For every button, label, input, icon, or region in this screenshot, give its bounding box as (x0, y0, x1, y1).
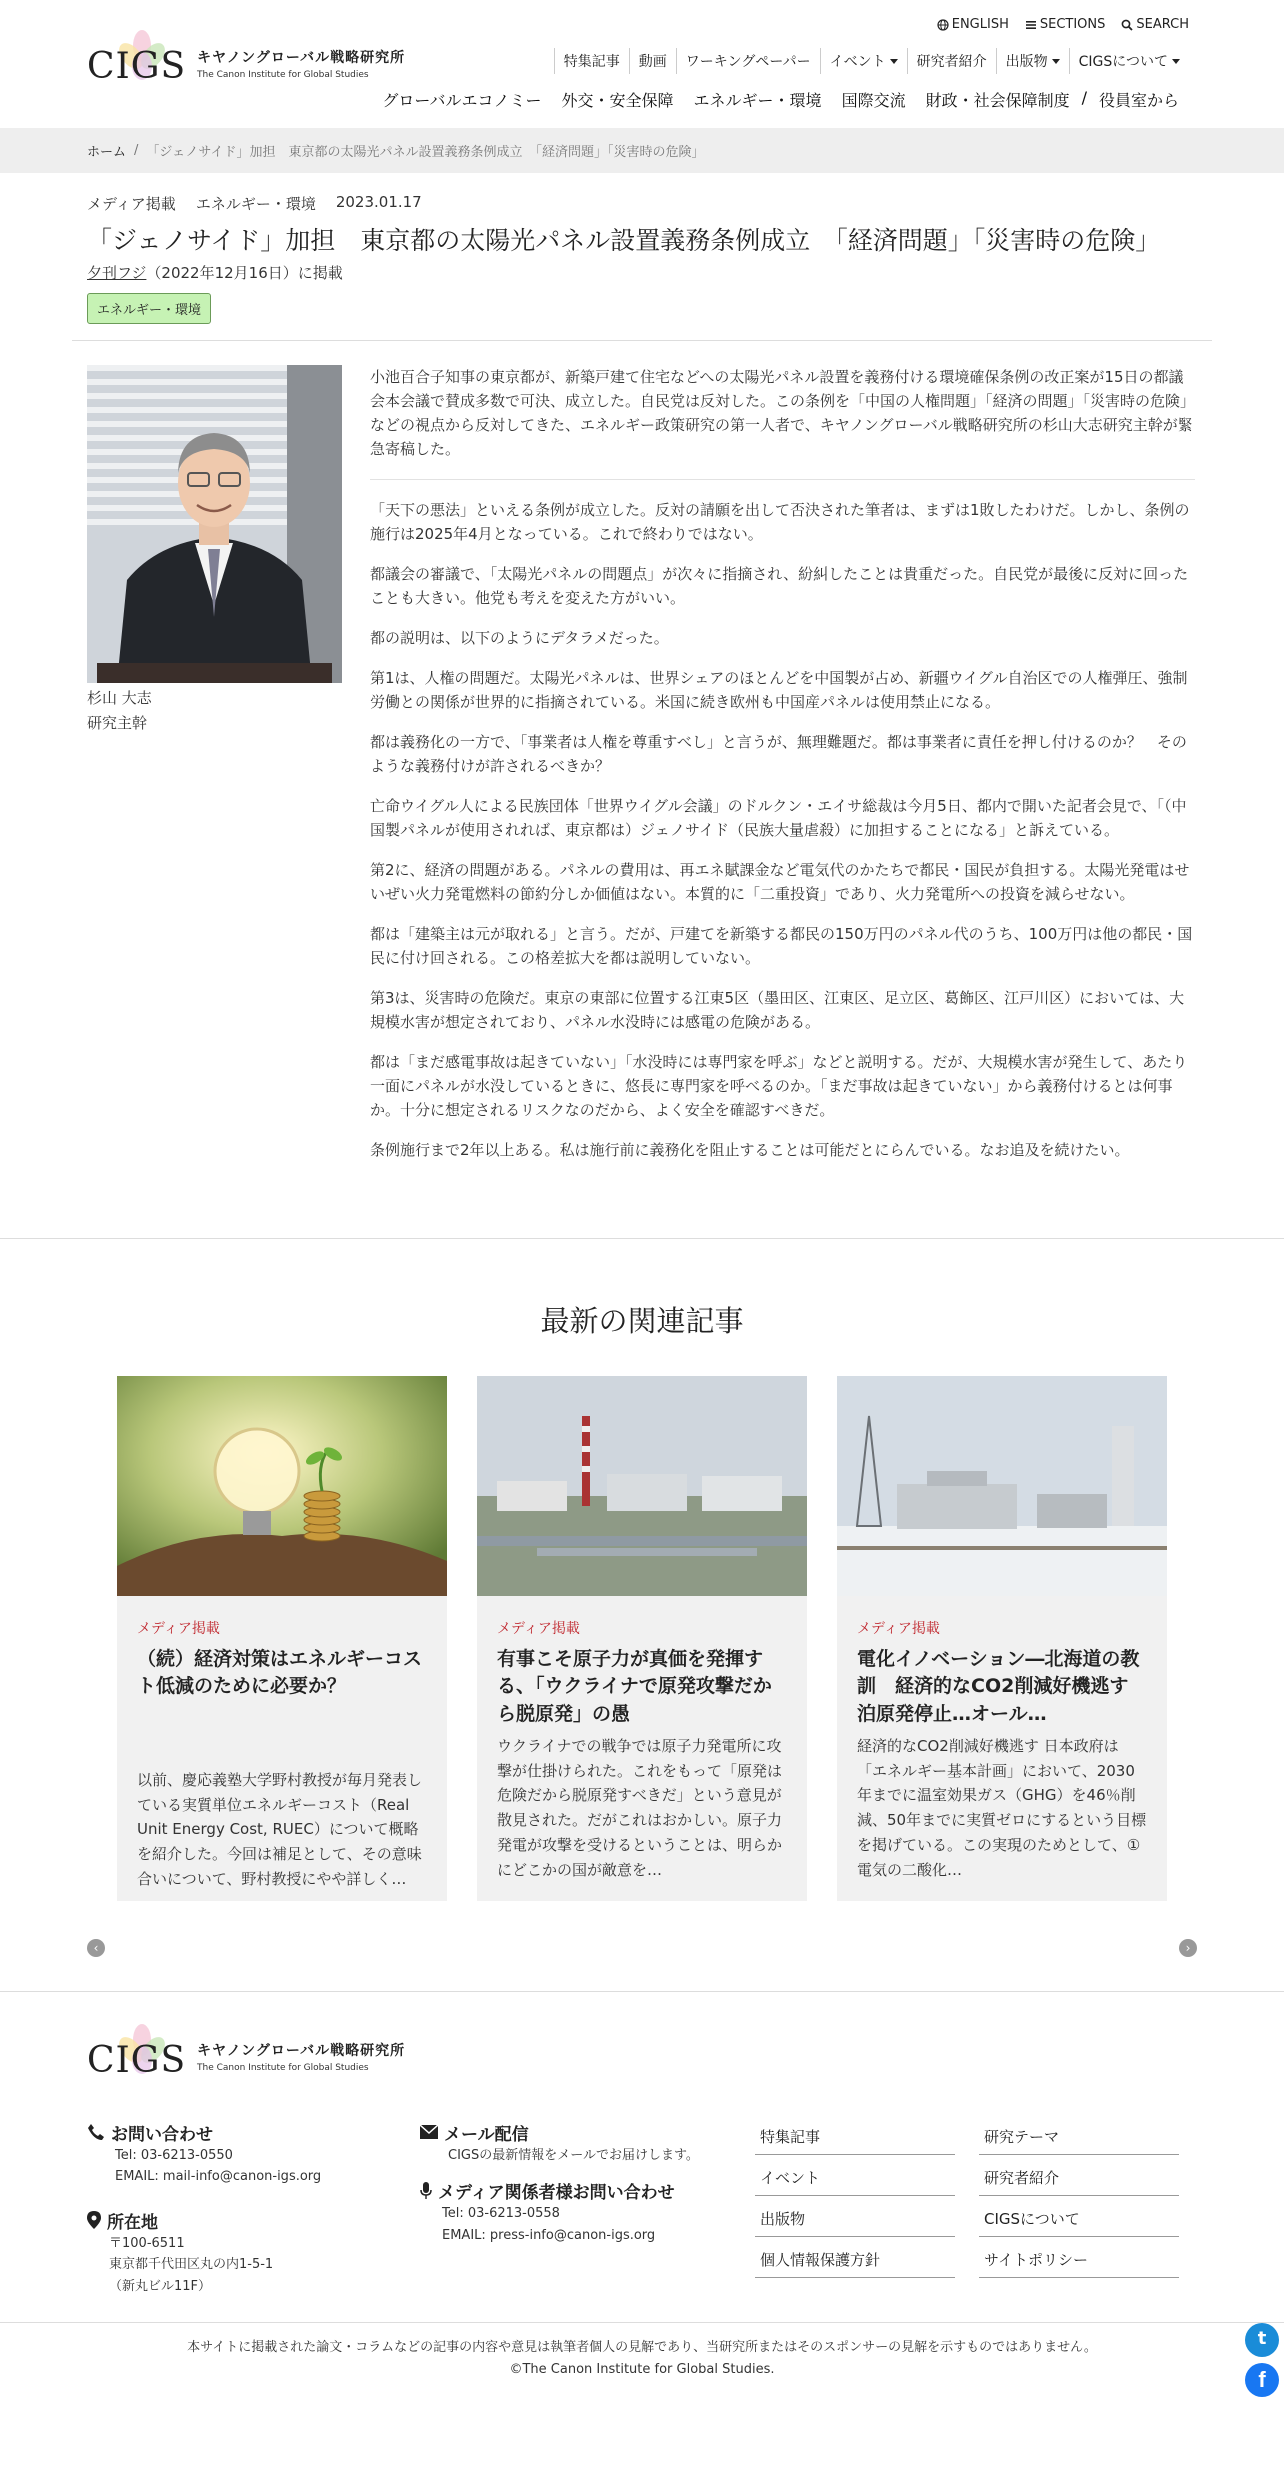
footer-link-events[interactable]: イベント (755, 2163, 955, 2196)
phone-icon (87, 2123, 105, 2141)
twitter-icon[interactable]: t (1245, 2323, 1279, 2357)
article-paragraph: 第3は、災害時の危険だ。東京の東部に位置する江東5区（墨田区、江東区、足立区、葛飾区、江戸川区）においては、大規模水害が想定されており、パネル水没時には感電の危険がある。 (370, 988, 1185, 1031)
contact-tel: Tel: 03-6213-0550 (115, 2147, 233, 2163)
card-image (837, 1376, 1167, 1596)
logo-japanese: キヤノングローバル戦略研究所 (197, 49, 406, 66)
disclaimer: 本サイトに掲載された論文・コラムなどの記事の内容や意見は執筆者個人の見解であり、当研究所またはそのスポンサーの見解を示すものではありません。 (187, 2339, 1097, 2355)
caret-down-icon (1052, 59, 1060, 64)
article-paragraph: 第2に、経済の問題がある。パネルの費用は、再エネ賦課金など電気代のかたちで都民・国民が負担する。太陽光発電はせいぜい火力発電燃料の節約分しか価値はない。本質的に「二重投資」であり、火力発電所への投資を減らせない。 (370, 860, 1190, 903)
card-category: メディア掲載 (137, 1620, 220, 1637)
breadcrumb-separator: / (134, 143, 139, 158)
article-paragraph: 条例施行まで2年以上ある。私は施行前に義務化を阻止することは可能だとにらんでいる。なお追及を続けたい。 (370, 1140, 1130, 1159)
media-tel: Tel: 03-6213-0558 (442, 2206, 560, 2222)
envelope-icon (420, 2125, 438, 2139)
logo-english: The Canon Institute for Global Studies (197, 2063, 369, 2074)
card-body (837, 1596, 1167, 1905)
nav-executive-office[interactable]: 役員室から (1098, 91, 1179, 110)
nav-energy-environment[interactable]: エネルギー・環境 (693, 91, 822, 110)
logo-text (197, 47, 405, 80)
footer-link-features[interactable]: 特集記事 (755, 2122, 955, 2155)
related-articles (0, 1238, 1284, 1992)
logo-english: The Canon Institute for Global Studies (197, 69, 369, 80)
card-title[interactable]: 有事こそ原子力が真価を発揮する、「ウクライナで原発攻撃だから脱原発」の愚 (497, 1647, 772, 1725)
nav-separator: / (1081, 88, 1087, 107)
footer-mail-media (420, 2120, 740, 2246)
media-email[interactable]: EMAIL: press-info@canon-igs.org (442, 2227, 656, 2243)
card-body (117, 1596, 447, 1914)
logo-mark (87, 28, 187, 98)
publication-note: （2022年12月16日）に掲載 (146, 263, 343, 282)
card-excerpt: 以前、慶応義塾大学野村教授が毎月発表している実質単位エネルギーコスト（Real Unit Energy Cost, RUEC）について概略を紹介した。今回は補足として、その意味合いについて、野村教授にやや詳しく… (137, 1770, 423, 1888)
related-cards (0, 1376, 1284, 1901)
card-excerpt: ウクライナでの戦争では原子力発電所に攻撃が仕掛けられた。これをもって「原発は危険だから脱原発すべきだ」という意見が散見された。だがこれはおかしい。原子力発電が攻撃を受けるということは、明らかにどこかの国が敵意を… (497, 1736, 783, 1879)
author-role: 研究主幹 (87, 713, 148, 732)
article-type: メディア掲載 (87, 195, 176, 213)
nav-diplomacy-security[interactable]: 外交・安全保障 (561, 91, 674, 110)
author-column (87, 365, 342, 1178)
site-logo[interactable] (87, 28, 405, 98)
sections-link[interactable]: SECTIONS (1025, 17, 1106, 32)
article-paragraph: 亡命ウイグル人による民族団体「世界ウイグル会議」のドルクン・エイサ総裁は今月5日、都内で開いた記者会見で、「（中国製パネルが使用されれば、東京都は）ジェノサイド（民族大量虐殺）に加担することになる」と訴えている。 (370, 796, 1187, 839)
article-paragraph: 「天下の悪法」といえる条例が成立した。反対の請願を出して否決された筆者は、まずは1敗したわけだ。しかし、条例の施行は2025年4月となっている。これで終わりではない。 (370, 500, 1190, 543)
article-lead: 小池百合子知事の東京都が、新築戸建て住宅などへの太陽光パネル設置を義務付ける環境確保条例の改正案が15日の都議会本会議で賛成多数で可決、成立した。自民党は反対した。この条例を「中国の人権問題」「経済の問題」「災害時の危険」などの視点から反対してきた、エネルギー政策研究の第一人者で、キヤノングローバル戦略研究所の杉山大志研究主幹が緊急寄稿した。 (370, 365, 1195, 480)
winter-power-plant-image (837, 1376, 1167, 1596)
footer-link-privacy[interactable]: 個人情報保護方針 (755, 2245, 955, 2278)
article-paragraph: 都の説明は、以下のようにデタラメだった。 (370, 628, 669, 647)
contact-heading: お問い合わせ (87, 2120, 397, 2145)
address-line2: （新丸ビル11F） (109, 2278, 212, 2294)
nav-fiscal-social-security[interactable]: 財政・社会保障制度 (925, 91, 1070, 110)
card-image (477, 1376, 807, 1596)
page-title: 「ジェノサイド」加担 東京都の太陽光パネル設置義務条例成立 「経済問題」「災害時の危険」 (87, 226, 1161, 255)
facebook-icon[interactable]: f (1245, 2363, 1279, 2397)
nav-about[interactable]: CIGSについて (1070, 48, 1189, 74)
category-tag[interactable]: エネルギー・環境 (87, 293, 211, 324)
article-header (0, 173, 1284, 324)
mail-description[interactable]: CIGSの最新情報をメールでお届けします。 (448, 2147, 699, 2163)
utility-nav (937, 17, 1189, 32)
logo-japanese: キヤノングローバル戦略研究所 (197, 2043, 406, 2060)
article-date: 2023.01.17 (335, 193, 422, 211)
mail-heading: メール配信 (420, 2120, 740, 2145)
card-category: メディア掲載 (857, 1620, 940, 1637)
footer-link-site-policy[interactable]: サイトポリシー (979, 2245, 1179, 2278)
logo-cigs-text: CIGS (87, 46, 187, 87)
related-card[interactable] (117, 1376, 447, 1901)
footer-contact (87, 2120, 397, 2297)
address-line1: 東京都千代田区丸の内1-5-1 (109, 2257, 274, 2273)
menu-icon (1025, 19, 1037, 31)
secondary-nav (372, 88, 1189, 111)
nav-global-economy[interactable]: グローバルエコノミー (382, 91, 542, 110)
primary-nav (554, 48, 1189, 74)
footer-link-publications[interactable]: 出版物 (755, 2204, 955, 2237)
social-links (1245, 2323, 1279, 2397)
related-card[interactable] (477, 1376, 807, 1901)
footer-link-about[interactable]: CIGSについて (979, 2204, 1179, 2237)
card-image (117, 1376, 447, 1596)
media-heading: メディア関係者様お問い合わせ (420, 2178, 740, 2203)
caret-down-icon (890, 59, 898, 64)
article-category: エネルギー・環境 (195, 195, 316, 213)
article-paragraph: 都は義務化の一方で、「事業者は人権を尊重すべし」と言うが、無理難題だ。都は事業者に責任を押し付けるのか？ そのような義務付けが許されるべきか？ (370, 732, 1187, 775)
card-title[interactable]: （続）経済対策はエネルギーコスト低減のために必要か？ (137, 1647, 423, 1698)
lightbulb-coins-image (117, 1376, 447, 1596)
nuclear-plant-image (477, 1376, 807, 1596)
site-footer (0, 1992, 1284, 2322)
nav-features[interactable]: 特集記事 (554, 48, 630, 74)
card-title[interactable]: 電化イノベーション―北海道の教訓 経済的なCO2削減好機逃す泊原発停止…オール… (857, 1647, 1140, 1725)
author-name[interactable]: 杉山 大志 (87, 688, 152, 707)
footer-logo[interactable] (87, 2022, 405, 2092)
carousel-next-button[interactable] (1179, 1939, 1197, 1957)
logo-text (197, 2040, 405, 2073)
address-heading: 所在地 (87, 2208, 397, 2233)
map-pin-icon (87, 2211, 101, 2229)
logo-cigs-text: CIGS (87, 2039, 187, 2081)
address-zip: 〒100-6511 (109, 2235, 185, 2251)
author-portrait-image (87, 365, 342, 683)
carousel-prev-button[interactable] (87, 1939, 105, 1957)
search-link[interactable]: SEARCH (1121, 17, 1189, 32)
chevron-left-icon: ‹ (93, 1940, 99, 1955)
author-photo (87, 365, 342, 683)
footer-link-research-themes[interactable]: 研究テーマ (979, 2122, 1179, 2155)
nav-videos[interactable]: 動画 (630, 48, 677, 74)
globe-icon (937, 19, 949, 31)
breadcrumb (0, 128, 1284, 173)
footer-bottom (0, 2322, 1284, 2398)
footer-link-researchers[interactable]: 研究者紹介 (979, 2163, 1179, 2196)
article-paragraph: 都議会の審議で、「太陽光パネルの問題点」が次々に指摘され、紛糾したことは貴重だった。自民党が最後に反対に回ったことも大きい。他党も考えを変えた方がいい。 (370, 564, 1189, 607)
breadcrumb-current: 「ジェノサイド」加担 東京都の太陽光パネル設置義務条例成立 「経済問題」「災害時の危険」 (146, 145, 705, 160)
related-heading: 最新の関連記事 (540, 1303, 744, 1338)
footer-links (755, 2122, 1185, 2278)
caret-down-icon (1172, 59, 1180, 64)
nav-events[interactable]: イベント (821, 48, 908, 74)
microphone-icon (420, 2182, 432, 2200)
card-excerpt: 経済的なCO2削減好機逃す 日本政府は「エネルギー基本計画」において、2030年までに温室効果ガス（GHG）を46％削減、50年までに実質ゼロにするという目標を掲げている。この実現のためとして、①電気の二酸化… (857, 1736, 1147, 1879)
publication-info (87, 262, 1197, 283)
site-header (0, 0, 1284, 128)
article-text (370, 365, 1195, 1178)
search-icon (1121, 19, 1133, 31)
nav-publications[interactable]: 出版物 (997, 48, 1070, 74)
contact-email[interactable]: EMAIL: mail-info@canon-igs.org (115, 2169, 322, 2185)
article-paragraph: 第1は、人権の問題だ。太陽光パネルは、世界シェアのほとんどを中国製が占め、新疆ウイグル自治区での人権弾圧、強制労働との関係が世界的に指摘されている。米国に続き欧州も中国産パネルは使用禁止になる。 (370, 668, 1188, 711)
related-card[interactable] (837, 1376, 1167, 1901)
article-meta (87, 193, 1197, 214)
english-link[interactable]: ENGLISH (937, 17, 1009, 32)
nav-international-exchange[interactable]: 国際交流 (841, 91, 906, 110)
breadcrumb-home[interactable]: ホーム (87, 145, 127, 160)
article-paragraph: 都は「まだ感電事故は起きていない」「水没時には専門家を呼ぶ」などと説明する。だが、大規模水害が発生して、あたり一面にパネルが水没しているときに、悠長に専門家を呼べるのか。「まだ事故は起きていない」から義務付けるとは何事か。十分に想定されるリスクなのだから、よく安全を確認すべきだ。 (370, 1052, 1188, 1119)
article-paragraph: 都は「建築主は元が取れる」と言う。だが、戸建てを新築する都民の150万円のパネル代のうち、100万円は他の都民・国民に付け回される。この格差拡大を都は説明していない。 (370, 924, 1193, 967)
copyright: ©The Canon Institute for Global Studies. (509, 2361, 775, 2377)
card-body (477, 1596, 807, 1905)
nav-researchers[interactable]: 研究者紹介 (908, 48, 997, 74)
publication-link[interactable]: 夕刊フジ (87, 263, 147, 282)
logo-mark (87, 2022, 187, 2092)
card-category: メディア掲載 (497, 1620, 580, 1637)
chevron-right-icon: › (1185, 1940, 1191, 1955)
nav-working-papers[interactable]: ワーキングペーパー (677, 48, 821, 74)
article-body (0, 341, 1284, 1238)
